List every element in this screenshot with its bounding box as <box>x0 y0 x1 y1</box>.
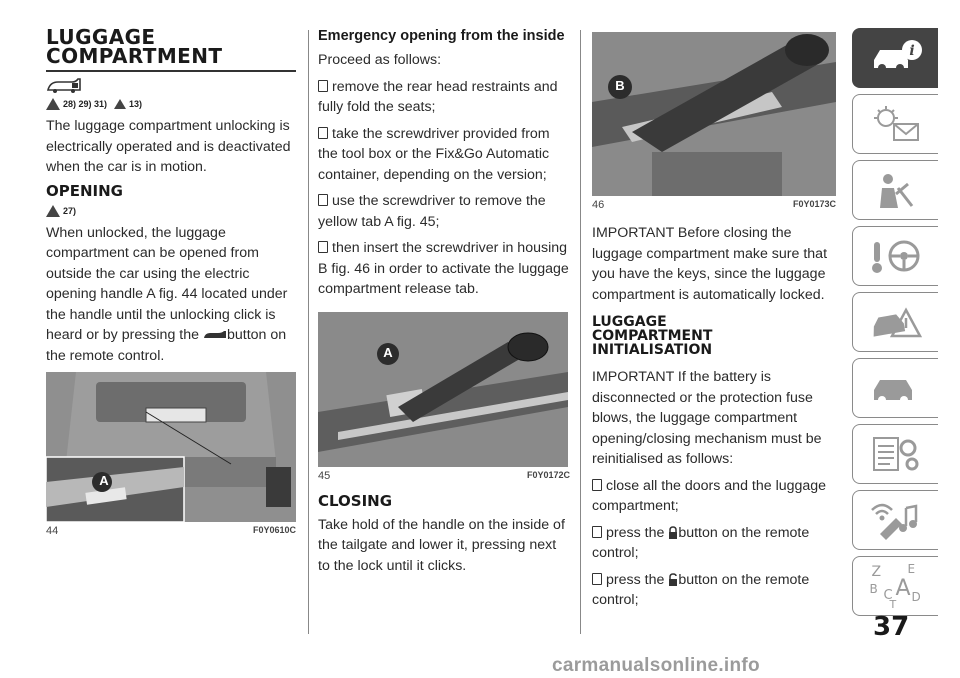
title-rule <box>46 70 296 72</box>
figure-44-illustration <box>46 372 296 522</box>
watermark: carmanualsonline.info <box>552 655 760 676</box>
chapter-tabs <box>852 28 938 622</box>
starting-driving-icon <box>868 236 924 276</box>
figure-46-caption <box>592 199 836 211</box>
caution-triangle-icon <box>114 99 126 109</box>
tab-emergency[interactable] <box>852 292 938 352</box>
step-item <box>318 124 570 186</box>
opening-warning <box>46 205 296 217</box>
step-text-a: press the <box>606 571 665 588</box>
tab-safety[interactable] <box>852 160 938 220</box>
lock-button-icon <box>668 526 678 539</box>
warning-references <box>46 98 296 110</box>
index-letter: E <box>907 562 916 576</box>
figure-45-illustration <box>318 312 568 467</box>
init-step <box>592 523 836 564</box>
warning-refs-text: 28) 29) 31) <box>63 99 108 109</box>
page-number: 37 <box>873 612 910 642</box>
figure-46-label: B <box>615 78 625 93</box>
init-step <box>592 570 836 611</box>
index-icon <box>868 562 924 611</box>
column-divider <box>580 30 581 634</box>
tab-knowing-your-car[interactable] <box>852 28 938 88</box>
tab-maintenance[interactable] <box>852 358 938 418</box>
luggage-compartment-icon <box>46 76 296 94</box>
multimedia-icon <box>868 500 924 540</box>
emergency-icon <box>868 302 924 342</box>
step-text: close all the doors and the luggage compartment; <box>592 477 827 514</box>
opening-warn-ref: 27) <box>63 205 77 216</box>
unlock-button-icon <box>668 573 678 586</box>
bullet-icon <box>318 127 328 139</box>
figure-46-illustration <box>592 32 836 196</box>
important-note-1: IMPORTANT Before closing the luggage compartment make sure that you have the keys, since the luggage compartment is automatically locked. <box>592 225 828 303</box>
column-2 <box>318 28 570 582</box>
warning-triangle-icon <box>46 205 60 217</box>
opening-heading: OPENING <box>46 181 123 200</box>
figure-code: F0Y0610C <box>252 525 296 535</box>
tab-multimedia[interactable] <box>852 490 938 550</box>
safety-airbag-icon <box>868 170 924 210</box>
intro-paragraph: The luggage compartment unlocking is electrically operated and is deactivated when the car is in motion. <box>46 118 291 175</box>
technical-data-icon <box>868 434 924 474</box>
figure-44 <box>46 372 296 522</box>
step-text: use the screwdriver to remove the yellow tab A fig. 45; <box>318 193 546 230</box>
tab-starting-driving[interactable] <box>852 226 938 286</box>
tab-index[interactable] <box>852 556 938 616</box>
bullet-icon <box>318 80 328 92</box>
bullet-icon <box>318 241 328 253</box>
column-1 <box>46 25 296 537</box>
figure-46 <box>592 32 836 196</box>
bullet-icon <box>592 573 602 585</box>
step-item <box>318 191 570 232</box>
init-step <box>592 476 836 517</box>
figure-45-label: A <box>383 344 393 360</box>
svg-text:i: i <box>908 43 915 59</box>
column-divider <box>308 30 309 634</box>
warning-triangle-icon <box>46 98 60 110</box>
proceed-text: Proceed as follows: <box>318 52 442 68</box>
opening-text-b: button on the remote control. <box>46 327 287 364</box>
bullet-icon <box>318 194 328 206</box>
step-text: remove the rear head restraints and fully fold the seats; <box>318 78 558 115</box>
step-text-b: button on the remote control; <box>592 524 810 561</box>
opening-text-a: When unlocked, the luggage compartment can be opened from outside the car using the electric opening handle A fig. 44 located under the handle until the unlocking click is heard or by pressing the <box>46 224 288 343</box>
bullet-icon <box>592 526 602 538</box>
figure-45 <box>318 312 568 467</box>
column-3 <box>592 32 836 617</box>
figure-number: 45 <box>318 469 331 482</box>
step-text-b: button on the remote control; <box>592 571 810 608</box>
figure-number: 44 <box>46 525 59 537</box>
step-item <box>318 77 570 118</box>
step-text: take the screwdriver provided from the tool box or the Fix&Go Automatic container, depending on the version; <box>318 125 550 183</box>
figure-number: 46 <box>592 199 605 211</box>
initialisation-heading: LUGGAGE COMPARTMENT INITIALISATION <box>592 314 713 358</box>
bullet-icon <box>592 479 602 491</box>
important-note-2: IMPORTANT If the battery is disconnected or the protection fuse blows, the luggage compartment opening/closing mechanism must be reinitialised as follows: <box>592 369 822 467</box>
closing-heading: CLOSING <box>318 491 393 510</box>
caution-refs-text: 13) <box>129 99 143 109</box>
opening-paragraph <box>46 223 296 367</box>
emergency-opening-heading: Emergency opening from the inside <box>318 28 565 44</box>
index-letter: D <box>911 590 921 604</box>
car-service-icon <box>868 368 924 408</box>
figure-45-caption <box>318 470 570 482</box>
step-item <box>318 238 570 300</box>
tab-warning-lights[interactable] <box>852 94 938 154</box>
car-info-icon <box>868 38 924 78</box>
figure-44-label: A <box>99 473 109 488</box>
section-title: LUGGAGE COMPARTMENT <box>46 25 223 68</box>
tailgate-button-icon <box>203 330 227 340</box>
figure-44-caption <box>46 525 296 537</box>
index-letter: B <box>869 582 878 596</box>
index-letter: C <box>883 588 893 603</box>
step-text-a: press the <box>606 524 665 541</box>
figure-code: F0Y0172C <box>526 469 570 480</box>
figure-code: F0Y0173C <box>792 199 836 209</box>
tab-technical-data[interactable] <box>852 424 938 484</box>
index-letter: Z <box>871 564 882 580</box>
warning-light-message-icon <box>868 104 924 144</box>
index-letter: A <box>895 576 911 601</box>
step-text: then insert the screwdriver in housing B fig. 46 in order to activate the luggage compartment release tab. <box>318 240 569 297</box>
index-letter: T <box>889 598 897 611</box>
closing-paragraph: Take hold of the handle on the inside of the tailgate and lower it, pressing next to the lock until it clicks. <box>318 516 565 574</box>
